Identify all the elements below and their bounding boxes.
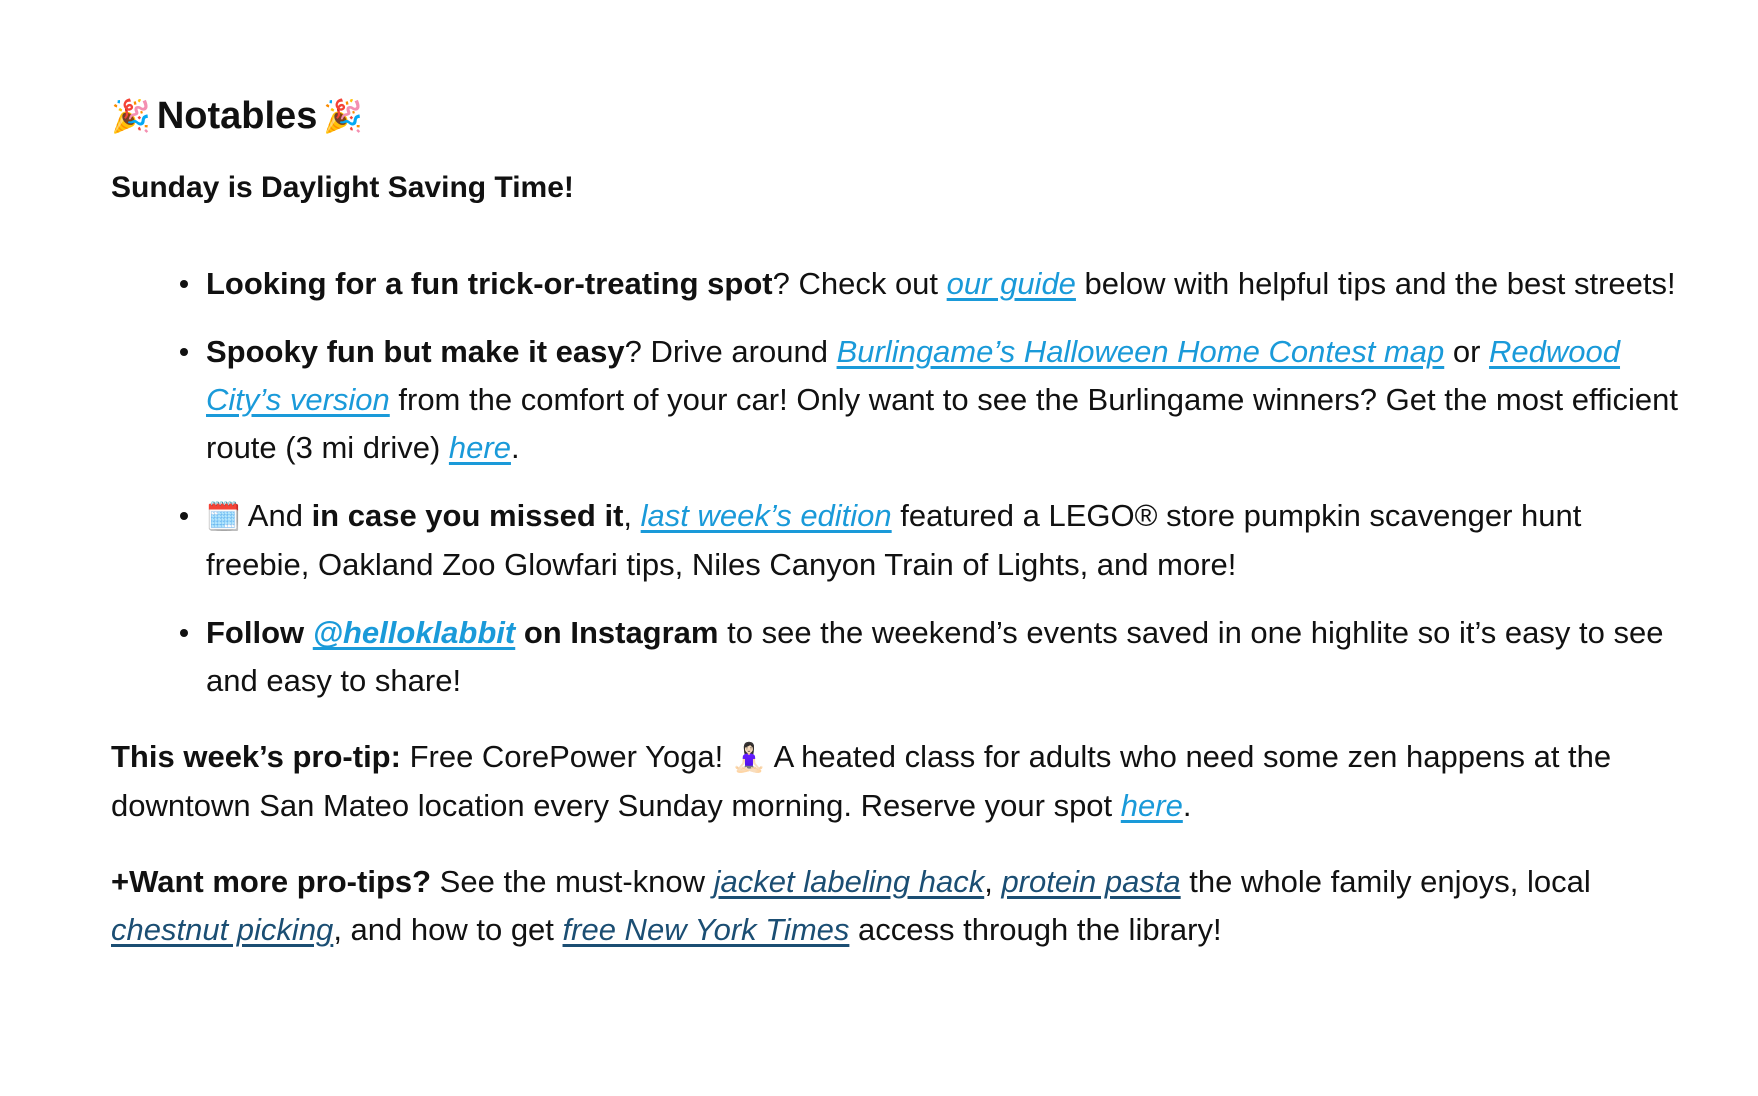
- item-bold-text: Looking for a fun trick-or-treating spot: [206, 266, 773, 301]
- list-item: [206, 260, 1688, 308]
- pro-tip-label: This week’s pro-tip:: [111, 739, 401, 774]
- free-nyt-link[interactable]: free New York Times: [562, 912, 850, 947]
- jacket-labeling-hack-link[interactable]: jacket labeling hack: [713, 864, 985, 899]
- our-guide-link[interactable]: our guide: [946, 266, 1076, 301]
- item-bold-text: Spooky fun but make it easy: [206, 334, 625, 369]
- instagram-handle-link[interactable]: @helloklabbit: [312, 615, 516, 650]
- efficient-route-link[interactable]: here: [448, 430, 511, 465]
- party-popper-icon: 🎉: [111, 98, 151, 134]
- reserve-spot-link[interactable]: here: [1120, 788, 1183, 823]
- more-tips-text: , and how to get: [333, 912, 563, 947]
- last-weeks-edition-link[interactable]: last week’s edition: [640, 498, 892, 533]
- list-item: [206, 492, 1688, 589]
- more-tips-paragraph: [111, 858, 1688, 954]
- daylight-saving-notice: Sunday is Daylight Saving Time!: [111, 171, 574, 204]
- list-item: [206, 328, 1688, 472]
- item-text: to see the weekend’s events saved in one highlite so it’s easy to see and easy to share!: [206, 615, 1664, 698]
- more-tips-text: ,: [984, 864, 1002, 899]
- item-bold-text: on Instagram: [515, 615, 719, 650]
- item-text: And: [240, 498, 312, 533]
- list-item: [206, 609, 1688, 705]
- more-tips-text: access through the library!: [849, 912, 1222, 947]
- item-bold-text: Follow: [206, 615, 313, 650]
- more-tips-label: +Want more pro-tips?: [111, 864, 432, 899]
- item-text: .: [510, 430, 520, 465]
- protein-pasta-link[interactable]: protein pasta: [1001, 864, 1181, 899]
- section-heading: [111, 92, 1688, 140]
- item-text: ? Drive around: [624, 334, 837, 369]
- item-text: from the comfort of your car! Only want to see the Burlingame winners? Get the most efficient route (3 mi drive): [206, 382, 1678, 465]
- more-tips-text: the whole family enjoys, local: [1180, 864, 1591, 899]
- pro-tip-paragraph: [111, 733, 1688, 830]
- redwood-city-version-link[interactable]: Redwood City’s version: [206, 334, 1621, 417]
- item-text: or: [1444, 334, 1490, 369]
- burlingame-map-link[interactable]: Burlingame’s Halloween Home Contest map: [836, 334, 1445, 369]
- item-text: ,: [623, 498, 641, 533]
- item-text: below with helpful tips and the best streets!: [1075, 266, 1676, 301]
- party-popper-icon: 🎉: [323, 98, 364, 134]
- section-title: Notables: [156, 95, 318, 137]
- more-tips-text: See the must-know: [431, 864, 714, 899]
- item-text: ? Check out: [772, 266, 947, 301]
- pro-tip-text: .: [1182, 788, 1192, 823]
- notables-list: [111, 260, 1688, 705]
- yoga-icon: 🧘🏻‍♀️: [731, 741, 767, 774]
- pro-tip-text: A heated class for adults who need some zen happens at the downtown San Mateo location every Sunday morning. Reserve your spot: [111, 739, 1612, 823]
- calendar-icon: 🗓️: [206, 500, 241, 533]
- pro-tip-text: Free CorePower Yoga!: [400, 739, 732, 774]
- chestnut-picking-link[interactable]: chestnut picking: [111, 912, 334, 947]
- item-bold-text: in case you missed it: [311, 498, 624, 533]
- item-text: featured a LEGO® store pumpkin scavenger hunt freebie, Oakland Zoo Glowfari tips, Niles Canyon Train of Lights, and more!: [206, 498, 1582, 582]
